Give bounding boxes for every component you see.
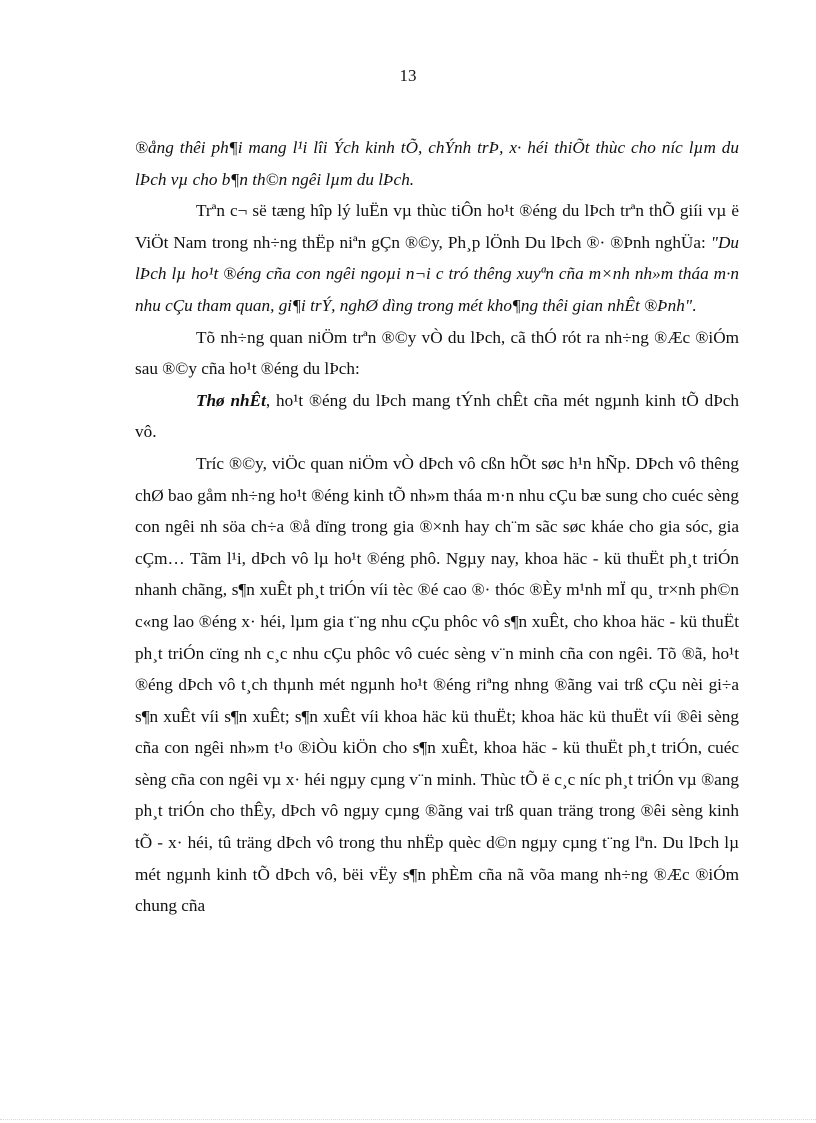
page-number: 13 xyxy=(399,66,417,85)
paragraph-4-text: , ho¹t ®éng du lÞch mang tÝnh chÊt cña mét ngµnh kinh tÕ dÞch vô. xyxy=(135,390,739,442)
paragraph-2-text: Trªn c¬ së tæng hîp lý luËn vµ thùc tiÔn ho¹t ®éng du lÞch trªn thÕ giíi vµ ë ViÖt Nam trong nh÷ng thËp niªn gÇn ®©y, Ph¸p lÖnh Du lÞch ®· ®Þnh nghÜa: xyxy=(135,201,739,252)
paragraph-2 xyxy=(135,195,739,321)
paragraph-4 xyxy=(135,385,739,448)
paragraph-5: Tríc ®©y, viÖc quan niÖm vÒ dÞch vô cßn hÕt søc h¹n hÑp. DÞch vô thêng chØ bao gåm nh÷ng ho¹t ®éng kinh tÕ nh»m tháa m·n nhu cÇu bæ sung cho cuéc sèng con ngêi nh söa ch÷a ®å dïng trong gia ®×nh hay ch¨m sãc søc kháe cho gia sóc, gia cÇm… Tãm l¹i, dÞch vô lµ ho¹t ®éng phô. Ngµy nay, khoa häc - kü thuËt ph¸t triÓn nhanh chãng, s¶n xuÊt ph¸t triÓn víi tèc ®é cao ®· thóc ®Èy m¹nh mÏ qu¸ tr×nh ph©n c«ng lao ®éng x· héi, lµm gia t¨ng nhu cÇu phôc vô s¶n xuÊt, cho khoa häc - kü thuËt ph¸t triÓn cïng nh c¸c nhu cÇu phôc vô cuéc sèng v¨n minh cña con ngêi. Tõ ®ã, ho¹t ®éng dÞch vô t¸ch thµnh mét ngµnh ho¹t ®éng riªng nhng ®ãng vai trß cÇu nèi gi÷a s¶n xuÊt víi s¶n xuÊt; s¶n xuÊt víi khoa häc kü thuËt; khoa häc kü thuËt víi ®êi sèng cña con ngêi nh»m t¹o ®iÒu kiÖn cho s¶n xuÊt, khoa häc - kü thuËt ph¸t triÓn, cuéc sèng cña con ngêi vµ x· héi ngµy cµng v¨n minh. Thùc tÕ ë c¸c níc ph¸t triÓn vµ ®ang ph¸t triÓn cho thÊy, dÞch vô ngµy cµng ®ãng vai trß quan träng trong ®êi sèng kinh tÕ - x· héi, tû träng dÞch vô trong thu nhËp quèc d©n ngµy cµng t¨ng lªn. Du lÞch lµ mét ngµnh kinh tÕ dÞch vô, bëi vËy s¶n phÈm cña nã võa mang nh÷ng ®Æc ®iÓm chung cña xyxy=(135,453,739,916)
paragraph-1: ®ång thêi ph¶i mang l¹i lîi Ých kinh tÕ, chÝnh trÞ, x· héi thiÕt thùc cho níc lµm du lÞch vµ cho b¶n th©n ngêi lµm du lÞch. xyxy=(135,138,739,189)
paragraph-3: Tõ nh÷ng quan niÖm trªn ®©y vÒ du lÞch, cã thÓ rót ra nh÷ng ®Æc ®iÓm sau ®©y cña ho¹t ®éng du lÞch: xyxy=(135,327,739,379)
paragraph-2-end: . xyxy=(692,295,697,315)
first-point-heading: Thø nhÊt xyxy=(196,390,266,410)
document-body xyxy=(135,132,739,922)
page-bottom-divider xyxy=(0,1119,816,1120)
tourism-definition-quote: "Du lÞch lµ ho¹t ®éng cña con ngêi ngoµi n¬i c tró thêng xuyªn cña m×nh nh»m tháa m·n nhu cÇu tham quan, gi¶i trÝ, nghØ dìng trong mét kho¶ng thêi gian nhÊt ®Þnh" xyxy=(135,232,739,315)
